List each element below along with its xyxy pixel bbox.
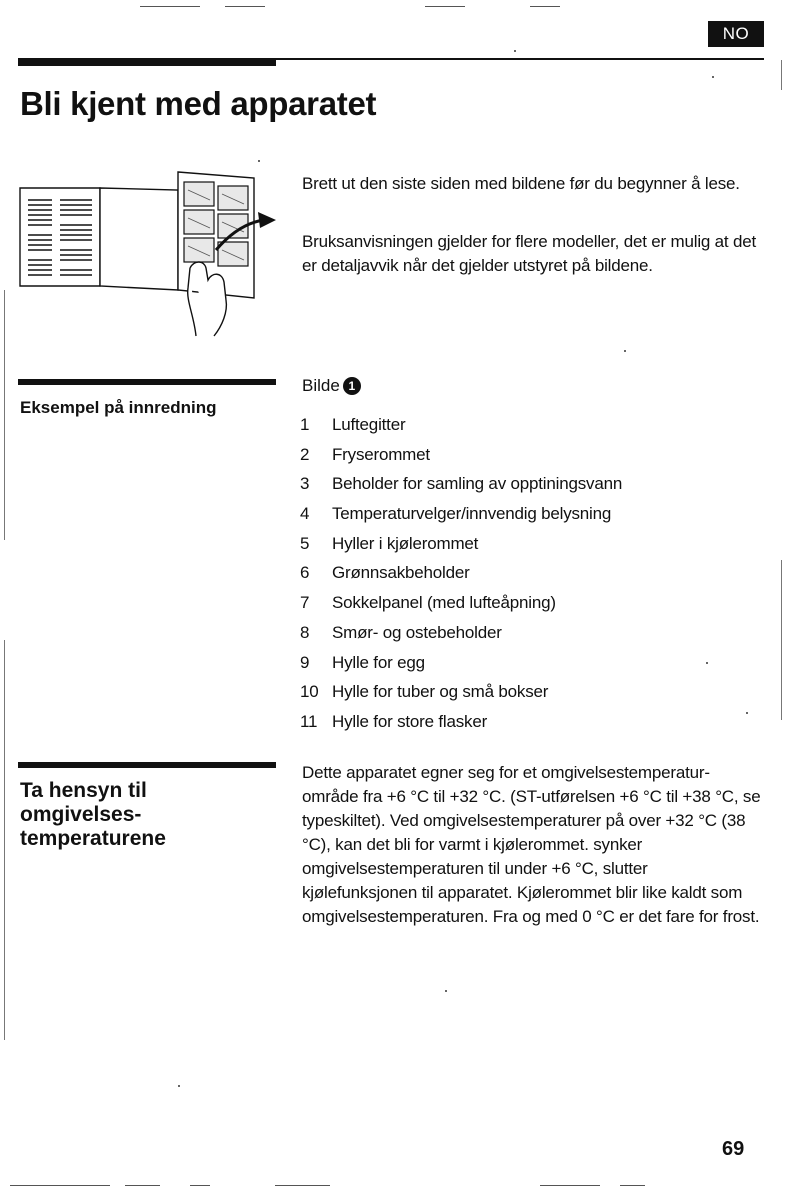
scan-artifact (125, 1185, 160, 1186)
item-label: Smør- og ostebeholder (332, 622, 502, 642)
item-number: 6 (300, 563, 310, 583)
scan-speck (712, 76, 714, 78)
heading-line: temperaturene (20, 827, 166, 850)
item-label: Hylle for store flasker (332, 711, 488, 731)
header-rule-accent (18, 58, 276, 66)
section-heading: Eksempel på innredning (20, 398, 217, 417)
scan-speck (258, 160, 260, 162)
scan-artifact (781, 60, 782, 90)
section-rule (18, 379, 276, 385)
item-number: 3 (300, 474, 310, 494)
item-label: Fryserommet (332, 444, 430, 464)
item-number: 5 (300, 533, 310, 553)
item-number: 10 (300, 682, 319, 702)
scan-artifact (225, 6, 265, 7)
page-title: Bli kjent med apparatet (20, 85, 377, 122)
item-number: 7 (300, 593, 310, 613)
scan-speck (514, 50, 516, 52)
figure-label: Bilde (302, 376, 340, 395)
list-item (300, 499, 760, 529)
list-item (300, 440, 760, 470)
item-label: Hylle for egg (332, 652, 425, 672)
scan-speck (706, 662, 708, 664)
item-number: 9 (300, 652, 310, 672)
figure-reference (302, 374, 361, 398)
scan-artifact (530, 6, 560, 7)
heading-line: omgivelses- (20, 803, 142, 826)
list-item (300, 677, 760, 707)
scan-artifact (275, 1185, 330, 1186)
section-heading (20, 779, 280, 851)
intro-paragraph: Bruksanvisningen gjelder for flere modeller, det er mulig at det er detaljavvik når det gjelder utstyret på bildene. (302, 232, 757, 275)
scan-artifact (4, 640, 5, 1040)
list-item (300, 469, 760, 499)
list-item (300, 648, 760, 678)
section-rule (18, 762, 276, 768)
scan-artifact (540, 1185, 600, 1186)
parts-list (300, 410, 760, 737)
item-label: Sokkelpanel (med lufteåpning) (332, 593, 556, 613)
list-item (300, 707, 760, 737)
scan-speck (624, 350, 626, 352)
item-label: Luftegitter (332, 415, 406, 434)
scan-artifact (140, 6, 200, 7)
figure-number-badge: 1 (343, 377, 361, 395)
item-number: 8 (300, 622, 310, 642)
scan-speck (178, 1085, 180, 1087)
scan-artifact (4, 290, 5, 540)
scan-artifact (781, 560, 782, 720)
fold-out-page-illustration (18, 160, 280, 340)
scan-artifact (620, 1185, 645, 1186)
item-number: 1 (300, 415, 310, 434)
item-number: 2 (300, 444, 310, 464)
scan-speck (746, 712, 748, 714)
heading-line: Ta hensyn til (20, 779, 147, 802)
list-item (300, 588, 760, 618)
list-item (300, 529, 760, 559)
item-label: Hyller i kjølerommet (332, 533, 479, 553)
scan-artifact (425, 6, 465, 7)
page-number: 69 (722, 1138, 745, 1160)
intro-paragraph: Brett ut den siste siden med bildene før du begynner å lese. (302, 174, 740, 193)
list-item (300, 558, 760, 588)
scan-speck (445, 990, 447, 992)
item-label: Hylle for tuber og små bokser (332, 682, 549, 702)
item-label: Temperaturvelger/innvendig belysning (332, 504, 612, 524)
environment-paragraph: Dette apparatet egner seg for et omgivelsestemperatur-område fra +6 °C til +32 °C. (ST-utførelsen +6 °C til +38 °C, se typeskiltet). Ved omgivelsestemperaturer på over +32 °C (38 °C), kan det bli for varmt i kjølerommet. synker omgivelsestemperaturen til under +6 °C, slutter kjølefunksjonen til apparatet. Kjølerommet blir like kaldt som omgivelsestemperaturen. Fra og med 0 °C er det fare for frost. (302, 763, 761, 926)
item-number: 4 (300, 504, 310, 524)
list-item (300, 618, 760, 648)
item-label: Grønnsakbeholder (332, 563, 470, 583)
item-label: Beholder for samling av opptiningsvann (332, 474, 623, 494)
scan-artifact (10, 1185, 110, 1186)
item-number: 11 (300, 711, 318, 731)
scan-artifact (190, 1185, 210, 1186)
language-badge: NO (708, 21, 764, 47)
list-item (300, 410, 760, 440)
